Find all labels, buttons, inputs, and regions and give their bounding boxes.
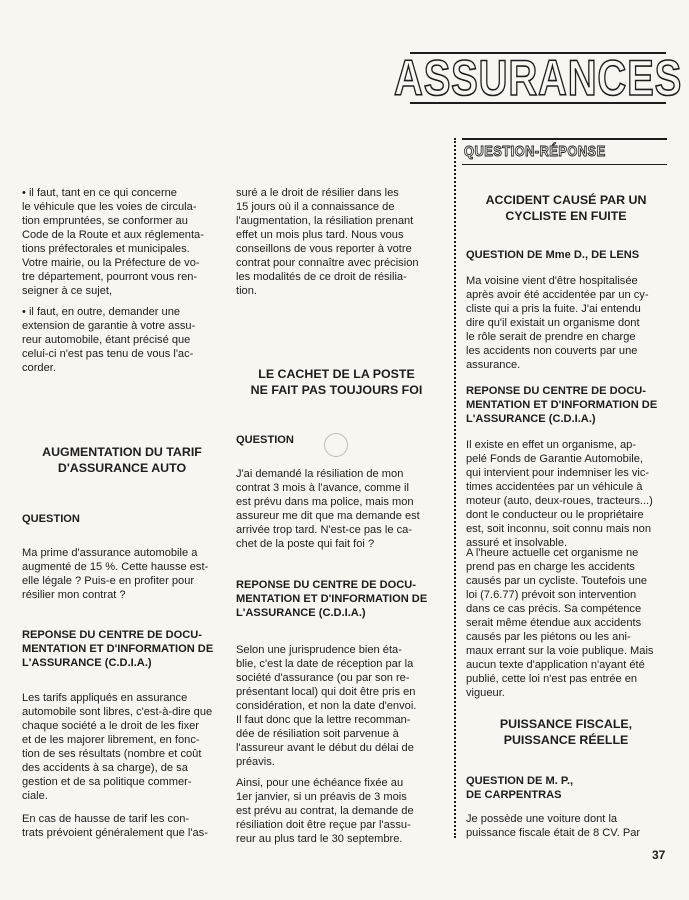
page-number: 37 bbox=[652, 848, 666, 862]
col2-paragraph-3: Selon une jurisprudence bien éta- blie, c'est la date de réception par la société d'assurance (ou par son re- présentant local) qui doit être pris en considération, et non la date d'envoi. Il faut donc que la lettre recomman- dée de résiliation soit parvenue à l'assureur avant le début du délai de préavis. bbox=[236, 644, 417, 768]
question-de-lens: QUESTION DE Mme D., DE LENS bbox=[466, 249, 640, 261]
reponse-heading: REPONSE DU CENTRE DE DOCU- MENTATION ET D'INFORMATION DE L'ASSURANCE (C.D.I.A.) bbox=[22, 629, 214, 669]
col2-paragraph-4: Ainsi, pour une échéance fixée au 1er janvier, si un préavis de 3 mois est prévu au contrat, la demande de résiliation doit être reçue par l'assu- reur au plus tard le 30 septembre. bbox=[236, 777, 414, 845]
reponse-heading: REPONSE DU CENTRE DE DOCU- MENTATION ET D'INFORMATION DE L'ASSURANCE (C.D.I.A.) bbox=[236, 579, 428, 619]
col3-paragraph-2: Il existe en effet un organisme, ap- pelé Fonds de Garantie Automobile, qui intervient pour indemniser les vic- times accidentées par un véhicule à moteur (auto, deux-roues, tracteurs...) dont le conducteur ou le propriétaire est, soit inconnu, soit connu mais non assuré et insolvable. bbox=[466, 439, 653, 549]
page-title-banner bbox=[393, 50, 683, 106]
col3-paragraph-1: Ma voisine vient d'être hospitalisée après avoir été accidentée par un cy- cliste qui a pris la fuite. J'ai entendu dire qu'il existait un organisme dont le rôle serait de prendre en charge les accidents non couverts par une assurance. bbox=[466, 275, 649, 371]
question-label: QUESTION bbox=[236, 434, 294, 446]
col1-paragraph-3: Ma prime d'assurance automobile a augmenté de 15 %. Cette hausse est- elle légale ? Puis-e en profiter pour résilier mon contrat ? bbox=[22, 547, 209, 601]
question-de-carpentras: QUESTION DE M. P., DE CARPENTRAS bbox=[466, 775, 574, 801]
col1-paragraph-1: • il faut, tant en ce qui concerne le véhicule que les voies de circula- tion empruntées, se conformer au Code de la Route et aux réglementa- tions préfectorales et municipales. Votre mairie, ou la Préfecture de vo- tre département, pourront vous ren- seigner à ce sujet, bbox=[22, 187, 204, 297]
col2-paragraph-1: suré a le droit de résilier dans les 15 jours où il a connaissance de l'augmentation, la résiliation prenant effet un mois plus tard. Nous vous conseillons de vous reporter à votre contrat pour connaître avec précision les modalités de ce droit de résilia- tion. bbox=[236, 187, 419, 297]
page-title: ASSURANCES bbox=[393, 50, 683, 106]
show-through-ghost bbox=[262, 58, 271, 97]
heading-puissance: PUISSANCE FISCALE, PUISSANCE RÉELLE bbox=[499, 717, 633, 747]
question-label: QUESTION bbox=[22, 513, 80, 525]
stamp-mark bbox=[324, 433, 348, 457]
col1-paragraph-2: • il faut, en outre, demander une extension de garantie à votre assu- reur automobile, étant précisé que celui-ci n'est pas tenu de vous l'ac- corder. bbox=[22, 306, 196, 374]
heading-accident-cycliste: ACCIDENT CAUSÉ PAR UN CYCLISTE EN FUITE bbox=[485, 193, 647, 223]
column-divider bbox=[454, 138, 456, 838]
col3-paragraph-3: A l'heure actuelle cet organisme ne prend pas en charge les accidents causés par un cycliste. Toutefois une loi (7.6.77) prévoit son intervention dans ce cas précis. Sa compétence serait même étendue aux accidents causés par les piétons ou les ani- maux errant sur la voie publique. Mais aucun texte d'application n'ayant été publié, cette loi n'est pas entrée en vigueur. bbox=[466, 547, 654, 699]
section-label: QUESTION-RÉPONSE bbox=[464, 143, 606, 160]
reponse-heading: REPONSE DU CENTRE DE DOCU- MENTATION ET D'INFORMATION DE L'ASSURANCE (C.D.I.A.) bbox=[466, 385, 658, 425]
col1-paragraph-5: En cas de hausse de tarif les con- trats prévoient généralement que l'as- bbox=[22, 813, 208, 839]
col3-paragraph-4: Je possède une voiture dont la puissance fiscale était de 8 CV. Par bbox=[466, 813, 641, 839]
col1-paragraph-4: Les tarifs appliqués en assurance automobile sont libres, c'est-à-dire que chaque société a le droit de les fixer et de les majorer librement, en fonc- tion de ses résultats (nombre et coût des accidents à sa charge), de sa gestion et de sa politique commer- ciale. bbox=[22, 692, 213, 802]
heading-augmentation: AUGMENTATION DU TARIF D'ASSURANCE AUTO bbox=[42, 445, 202, 475]
section-header bbox=[462, 138, 667, 165]
heading-cachet-poste: LE CACHET DE LA POSTE NE FAIT PAS TOUJOURS FOI bbox=[250, 367, 423, 397]
col2-paragraph-2: J'ai demandé la résiliation de mon contrat 3 mois à l'avance, comme il est prévu dans ma police, mais mon assureur me dit que ma demande est arrivée trop tard. N'est-ce pas le ca- chet de la poste qui fait foi ? bbox=[236, 468, 420, 550]
